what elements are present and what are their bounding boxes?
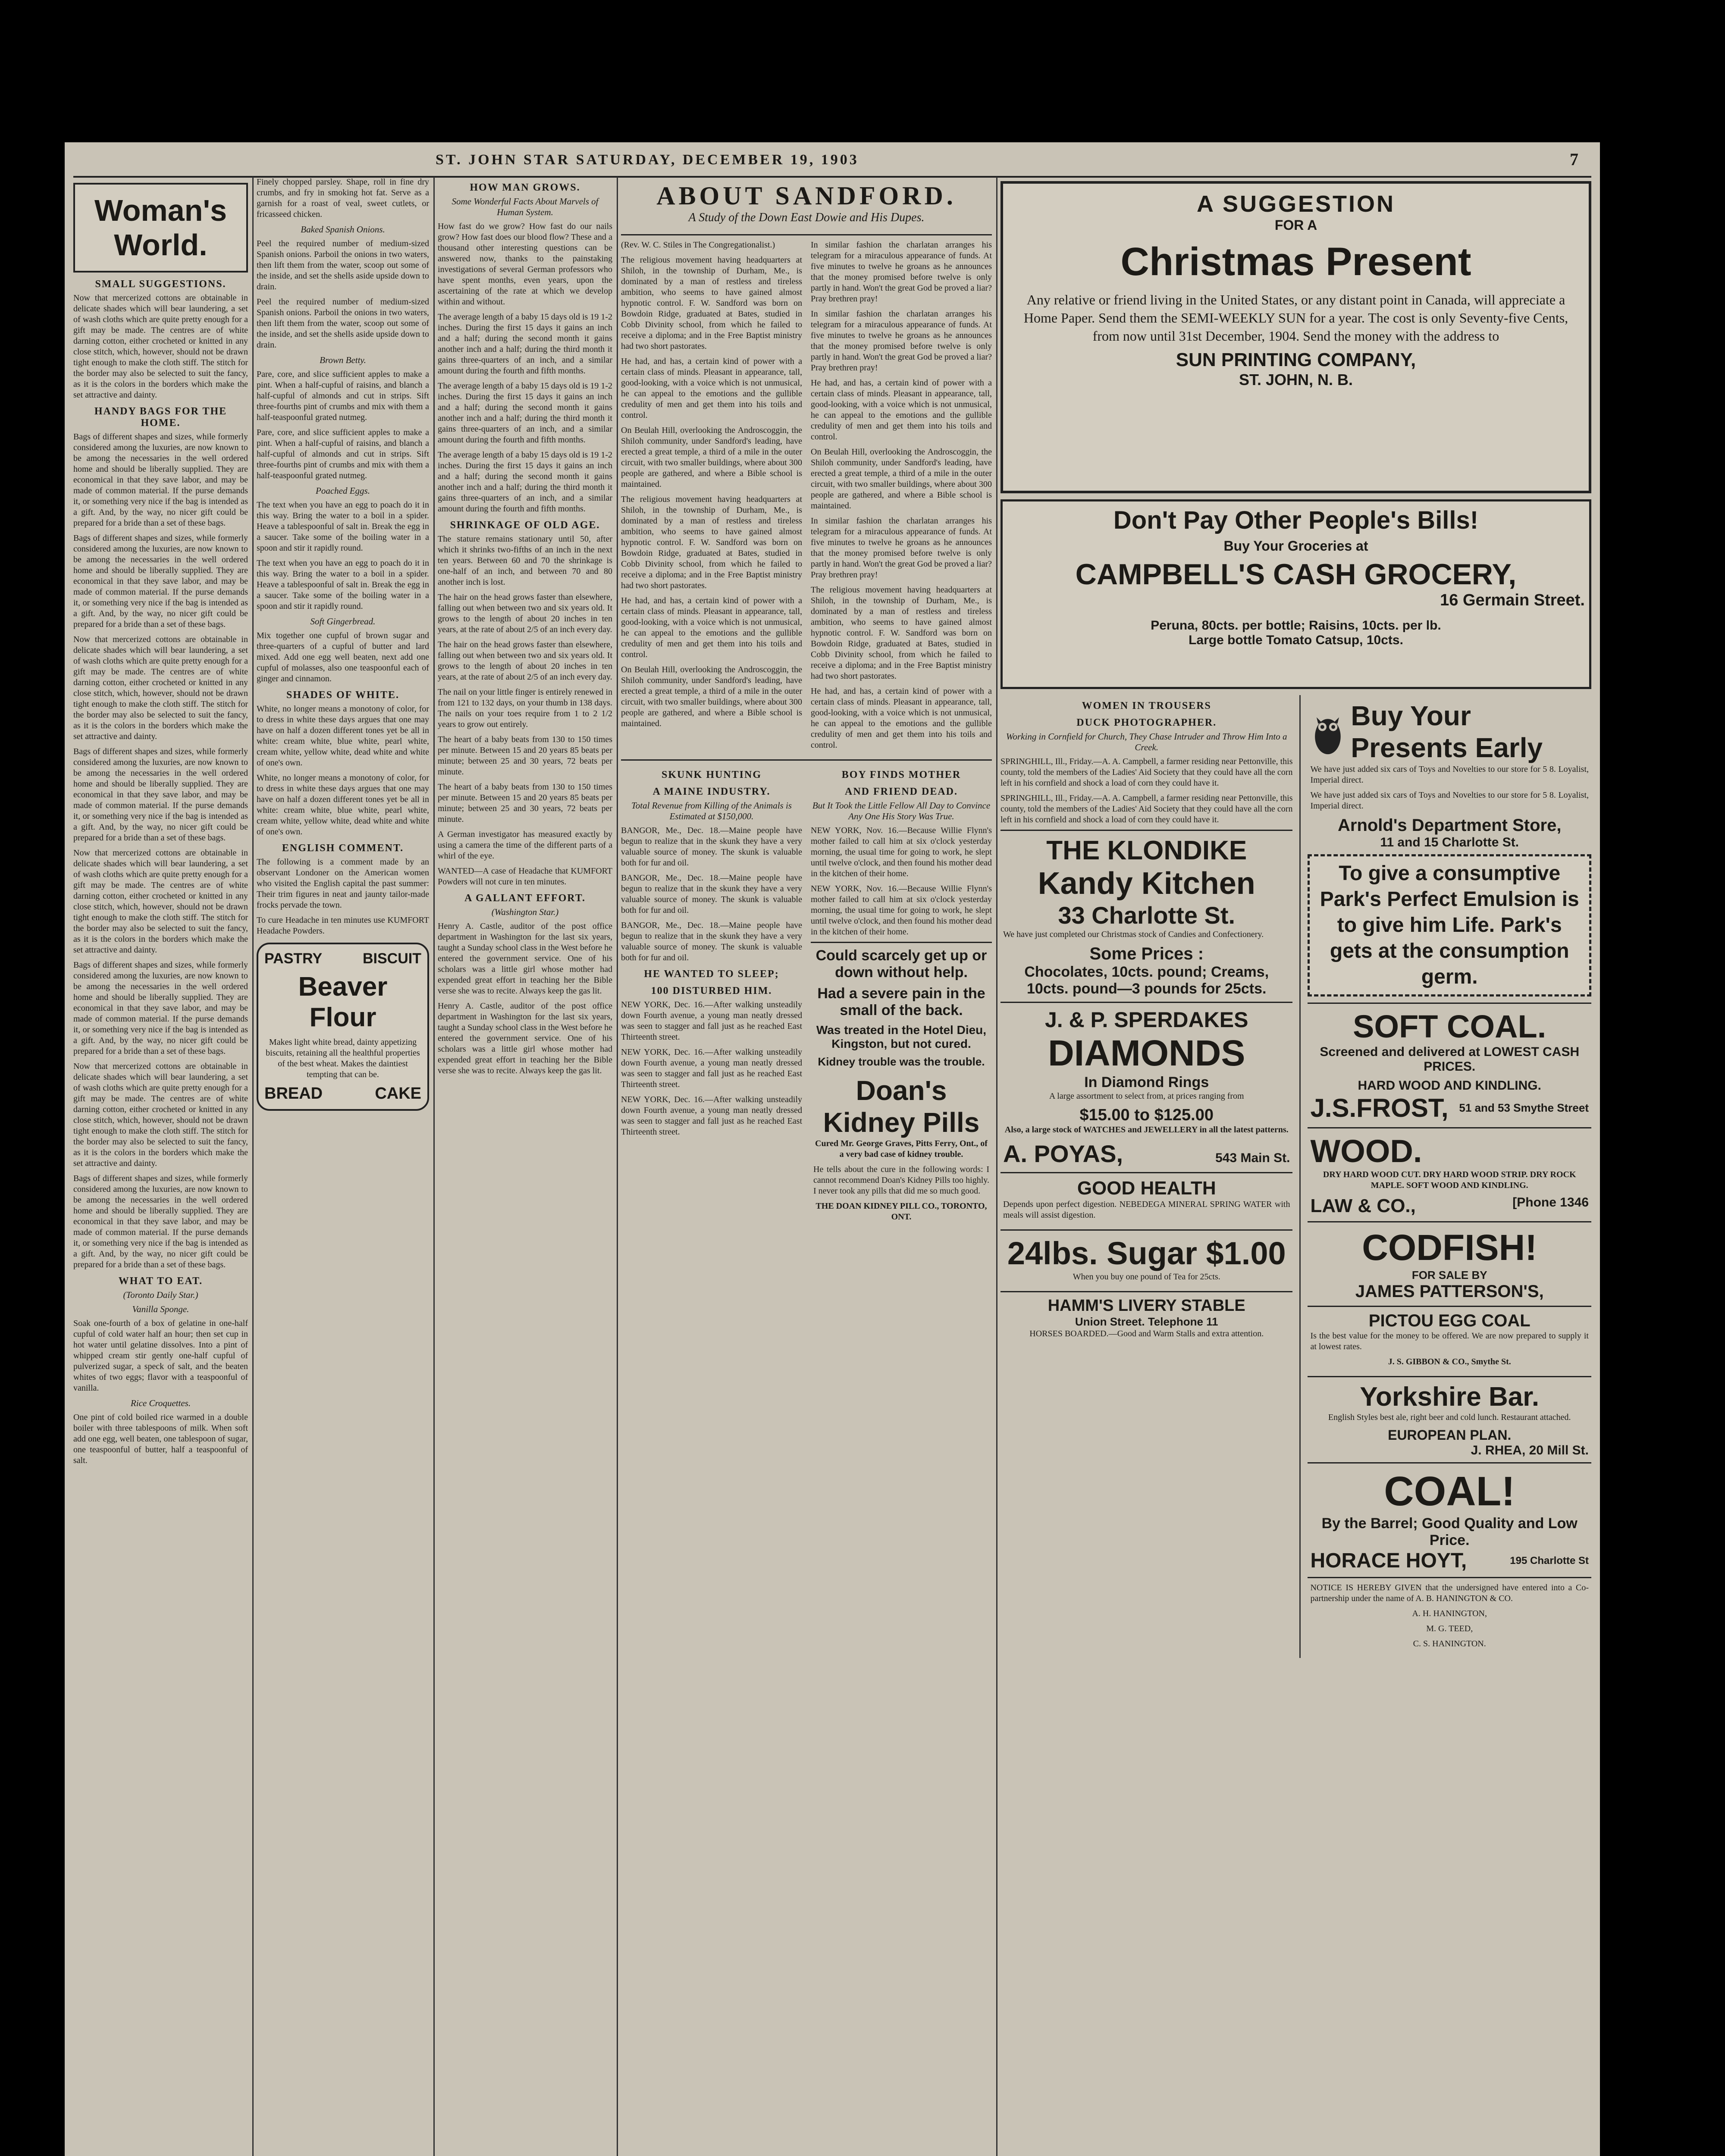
article-head: SMALL SUGGESTIONS. xyxy=(95,279,226,290)
soft-coal-ad xyxy=(1308,1003,1591,1127)
recipe-head: Rice Croquettes. xyxy=(130,1398,191,1408)
poyas-row xyxy=(1003,1140,1290,1168)
article-text: Soak one-fourth of a box of gelatine in one-half cupful of cold water half an hour; then set cup in hot water until gelatine dissolves. Into a pint of whipped cream stir gently one-half cupful of pulverized sugar, a speck of salt, and the beaten whites of two eggs; flavor with a teaspoonful of vanilla. xyxy=(73,1319,248,1393)
klondike-text: We have just completed our Christmas stock of Candies and Confectionery. xyxy=(1003,930,1264,939)
european: EUROPEAN PLAN. xyxy=(1388,1427,1512,1443)
beaver-top-row xyxy=(264,950,421,967)
sugar-text: When you buy one pound of Tea for 25cts. xyxy=(1073,1272,1220,1282)
article-text: White, no longer means a monotony of color, for to dress in white these days argues that one may have on half a dozen different tones yet be all in white: cream white, blue white, pearl white, cream white, yellow white, dead white and white of one's own. xyxy=(257,773,429,837)
article-sub: (Washington Star.) xyxy=(491,907,559,917)
sig: M. G. TEED, xyxy=(1426,1624,1473,1633)
article-text: The text when you have an egg to poach do it in this way. Bring the water to a boil in a spider. Heave a tablespoonful of salt in. Break the egg in a saucer. Take some of the boiling water in a spoon and stir it rapidly round. xyxy=(257,500,429,553)
diamonds-price: $15.00 to $125.00 xyxy=(1079,1106,1214,1124)
article-text: NEW YORK, Dec. 16.—After walking unsteadily down Fourth avenue, a young man neatly dressed was seen to stagger and fall just as he reached East Thirteenth street. xyxy=(621,1047,802,1089)
column-rule xyxy=(433,177,435,2156)
coal2-sub: By the Barrel; Good Quality and Low Price. xyxy=(1321,1515,1578,1548)
sperdakes: J. & P. SPERDAKES xyxy=(1045,1008,1248,1032)
frost-addr: 51 and 53 Smythe Street xyxy=(1459,1101,1589,1114)
good-health: GOOD HEALTH xyxy=(1077,1178,1216,1199)
arnold-addr: 11 and 15 Charlotte St. xyxy=(1380,835,1519,849)
sandford-banner xyxy=(621,177,992,235)
article-text: Bags of different shapes and sizes, while formerly considered among the luxuries, are now known to be among the necessaries in the well ordered home and should be liberally supplied. They are economical in that they save labor, and may be made of common material. If the purse demands it, or something very nice if the bag is intended as a gift. And, by the way, no nicer gift could be prepared for a bride than a set of these bags. xyxy=(73,432,248,528)
pills-title: Doan's Kidney Pills xyxy=(823,1075,980,1138)
article-head: DUCK PHOTOGRAPHER. xyxy=(1076,717,1217,728)
article-text: (Rev. W. C. Stiles in The Congregationalist.) xyxy=(621,240,775,250)
yorkshire: Yorkshire Bar. xyxy=(1360,1382,1540,1412)
article-text: Now that mercerized cottons are obtainable in delicate shades which will bear laundering, a set of wash cloths which are quite pretty enough for a gift may be made. The centres are of white darning cotton, either crocheted or knitted in any close stitch, which, however, should not be drawn tight enough to make the cloth stiff. The stitch for the border may also be selected to suit the fancy, as it is the colors in the borders which make the set attractive and dainty. xyxy=(73,293,248,400)
frost: J.S.FROST, xyxy=(1310,1094,1449,1122)
article-text: WANTED—A case of Headache that KUMFORT Powders will not cure in ten minutes. xyxy=(438,866,612,887)
law: LAW & CO., xyxy=(1310,1195,1416,1216)
law-row xyxy=(1310,1195,1589,1217)
article-text: Now that mercerized cottons are obtainable in delicate shades which will bear laundering, a set of wash cloths which are quite pretty enough for a gift may be made. The centres are of white darning cotton, either crocheted or knitted in any close stitch, which, however, should not be drawn tight enough to make the cloth stiff. The stitch for the border may also be selected to suit the fancy, as it is the colors in the borders which make the set attractive and dainty. xyxy=(73,635,248,741)
coal2-title: COAL! xyxy=(1384,1468,1515,1514)
article-text: Pare, core, and slice sufficient apples to make a pint. When a half-cupful of raisins, and blanch a half-cupful of almonds and cut in strips. Sift three-fourths pint of crumbs and mix with them a half-teaspoonful grated nutmeg. xyxy=(257,428,429,480)
section-title: Woman's World. xyxy=(94,194,227,262)
bills-store: CAMPBELL'S CASH GROCERY, xyxy=(1075,558,1517,591)
article-text: The religious movement having headquarters at Shiloh, in the township of Durham, Me., is dominated by a man of restless and tireless ambition, who seems to have gained almost hypnotic control. F. W. Sandford was born on Bowdoin Ridge, graduated at Bates, studied in Cobb Divinity school, from which he failed to receive a diploma; and in the Free Baptist ministry had two short pastorates. xyxy=(621,495,802,590)
article-text: Henry A. Castle, auditor of the post office department in Washington for the last six years, taught a Sunday school class in the West before he entered the government service. One of his scholars was a little girl whose mother had expended great effort in teaching her the Bible verse she was to recite. Always keep the gas lit. xyxy=(438,1001,612,1075)
article-text: In similar fashion the charlatan arranges his telegram for a miraculous appearance of funds. At five minutes to twelve he groans as he announces that the money promised before twelve is only partly in hand. Won't the great God be proved a liar? Pray brethren pray! xyxy=(811,240,992,304)
article-text: He had, and has, a certain kind of power with a certain class of minds. Pleasant in appearance, tall, good-looking, with a voice which is not unmusical, he can appeal to the emotions and the gullible credulity of men and get them into his toils and control. xyxy=(811,378,992,442)
buy-text: We have just added six cars of Toys and Novelties to our store for 5 8. Loyalist, Imperial direct. xyxy=(1310,765,1589,785)
newspaper-page xyxy=(65,142,1600,2156)
article-text: NEW YORK, Nov. 16.—Because Willie Flynn's mother failed to call him at six o'clock yesterday morning, the usual time for going to work, he slept until twelve o'clock, and then found his mother dead in the kitchen of their home. xyxy=(811,826,992,878)
article-head: AND FRIEND DEAD. xyxy=(844,786,958,797)
xmas-company: SUN PRINTING COMPANY, xyxy=(1176,349,1416,370)
article-text: Peel the required number of medium-sized Spanish onions. Parboil the onions in two waters, then lift them from the water, scoop out some of the inside, and set the shells aside upside down to drain. xyxy=(257,239,429,291)
xmas-top: A SUGGESTION xyxy=(1196,191,1396,217)
article-text: To cure Headache in ten minutes use KUMFORT Headache Powders. xyxy=(257,915,429,936)
beaver-bottom-row xyxy=(264,1084,421,1103)
beaver-text: Makes light white bread, dainty appetizing biscuits, retaining all the healthful properties of the best wheat. Makes the daintiest tempting that can be. xyxy=(266,1037,420,1079)
gibbon: J. S. GIBBON & CO., Smythe St. xyxy=(1388,1357,1511,1366)
hamm-ad xyxy=(1000,1291,1292,1348)
yorkshire-ad xyxy=(1308,1376,1591,1462)
law-phone: [Phone 1346 xyxy=(1512,1195,1589,1210)
buy-title: Buy Your Presents Early xyxy=(1351,700,1543,763)
article-text: The heart of a baby beats from 130 to 150 times per minute. Between 15 and 20 years 85 beats per minute; between 25 and 30 years, 72 beats per minute. xyxy=(438,782,612,824)
article-text: SPRINGHILL, Ill., Friday.—A. A. Campbell, a farmer residing near Pettonville, this county, told the members of the Ladies' Aid Society that they could have all the corn left in his cornfield and shock a load of corn they could have it. xyxy=(1000,757,1293,788)
article-text: On Beulah Hill, overlooking the Androscoggin, the Shiloh community, under Sandford's leading, have erected a great temple, a third of a mile in the outer circuit, with two smaller buildings, where about 300 people are gathered, and where a Bible school is maintained. xyxy=(621,665,802,728)
article-text: The nail on your little finger is entirely renewed in from 121 to 132 days, on your thumb in 138 days. The nails on your toes require from 1 to 2 1/2 years to grow out entirely. xyxy=(438,687,612,729)
article-head: A GALLANT EFFORT. xyxy=(464,893,586,904)
article-text: The text when you have an egg to poach do it in this way. Bring the water to a boil in a spider. Heave a tablespoonful of salt in. Break the egg in a saucer. Take some of the boiling water in a spoon and stir it rapidly round. xyxy=(257,558,429,611)
boy-finds-col xyxy=(811,764,992,1231)
article-text: NEW YORK, Dec. 16.—After walking unsteadily down Fourth avenue, a young man neatly dressed was seen to stagger and fall just as he reached East Thirteenth street. xyxy=(621,1000,802,1042)
article-text: He had, and has, a certain kind of power with a certain class of minds. Pleasant in appearance, tall, good-looking, with a voice which is not unmusical, he can appeal to the emotions and the gullible credulity of men and get them into his toils and control. xyxy=(621,596,802,659)
buy-early-ad xyxy=(1308,695,1591,854)
beaver-flour-ad xyxy=(257,943,429,1111)
coal-sub: Screened and delivered at LOWEST CASH PRICES. xyxy=(1320,1045,1580,1074)
article-head: SHADES OF WHITE. xyxy=(286,689,400,701)
diamonds-ad xyxy=(1000,1002,1292,1172)
bills-addr: 16 Germain Street. xyxy=(1440,591,1585,609)
recipe-head: Soft Gingerbread. xyxy=(310,616,376,627)
article-text: Bags of different shapes and sizes, while formerly considered among the luxuries, are now known to be among the necessaries in the well ordered home and should be liberally supplied. They are economical in that they save labor, and may be made of common material. If the purse demands it, or something very nice if the bag is intended as a gift. And, by the way, no nicer gift could be prepared for a bride than a set of these bags. xyxy=(73,747,248,843)
pills-line: Could scarcely get up or down without help. xyxy=(815,947,987,981)
column-rule xyxy=(252,177,254,2156)
sandford-col-b xyxy=(811,240,992,755)
article-text: Mix together one cupful of brown sugar and three-quarters of a cupful of butter and lard mixed. Add one egg well beaten, next add one cupful of molasses, also one teaspoonful each of ginger and cinnamon. xyxy=(257,631,429,683)
sandford-col-a xyxy=(621,240,802,755)
bills-line: Large bottle Tomato Catsup, 10cts. xyxy=(1189,633,1403,647)
diamonds-text: A large assortment to select from, at prices ranging from xyxy=(1049,1091,1244,1101)
bills-line: Peruna, 80cts. per bottle; Raisins, 10cts. per lb. xyxy=(1151,618,1441,633)
pills-line: Had a severe pain in the small of the back. xyxy=(817,985,985,1018)
klondike-title: THE KLONDIKE xyxy=(1046,836,1247,865)
xmas-city: ST. JOHN, N. B. xyxy=(1239,371,1353,389)
christmas-present-ad xyxy=(1000,181,1591,493)
klondike-ad xyxy=(1000,830,1292,1002)
beaver-cake: CAKE xyxy=(375,1084,421,1103)
article-text: Finely chopped parsley. Shape, roll in fine dry crumbs, and fry in smoking hot fat. Serve as a garnish for a roast of veal, sweet cutlets, or fricasseed chicken. xyxy=(257,177,429,219)
article-text: The religious movement having headquarters at Shiloh, in the township of Durham, Me., is dominated by a man of restless and tireless ambition, who seems to have gained almost hypnotic control. F. W. Sandford was born on Bowdoin Ridge, graduated at Bates, studied in Cobb Divinity school, from which he failed to receive a diploma; and in the Free Baptist ministry had two short pastorates. xyxy=(621,255,802,351)
sig: A. H. HANINGTON, xyxy=(1412,1609,1487,1618)
womans-world-box xyxy=(73,183,248,273)
article-text: How fast do we grow? How fast do our nails grow? How fast does our blood flow? These and a thousand other interesting questions can be answered now, thanks to the painstaking investigations of several German professors who have spent months, even years, upon the ascertaining of the rate at which we develop within and without. xyxy=(438,222,612,307)
pictou-title: PICTOU EGG COAL xyxy=(1368,1311,1531,1330)
article-text: The average length of a baby 15 days old is 19 1-2 inches. During the first 15 days it gains an inch and a half; during the second month it gains another inch and a half; during the third month it gains three-quarters of an inch, and a similar amount during the fourth and fifth months. xyxy=(438,312,612,376)
bills-title: Don't Pay Other People's Bills! xyxy=(1113,506,1479,534)
buy-text: We have just added six cars of Toys and Novelties to our store for 5 8. Loyalist, Imperial direct. xyxy=(1310,790,1589,811)
article-text: The following is a comment made by an observant Londoner on the American women who visited the English capital the past summer: Their trim figures in neat and jaunty tailor-made frocks pervade the town. xyxy=(257,857,429,910)
owl-icon xyxy=(1310,699,1346,764)
rhea: J. RHEA, 20 Mill St. xyxy=(1471,1443,1589,1457)
pills-text: He tells about the cure in the following words: I cannot recommend Doan's Kidney Pills too highly. I never took any pills that did me so much good. xyxy=(813,1165,989,1196)
article-head: SHRINKAGE OF OLD AGE. xyxy=(450,520,600,531)
article-text: On Beulah Hill, overlooking the Androscoggin, the Shiloh community, under Sandford's leading, have erected a great temple, a third of a mile in the outer circuit, with two smaller buildings, where about 300 people are gathered, and where a Bible school is maintained. xyxy=(811,447,992,511)
poyas-addr: 543 Main St. xyxy=(1215,1151,1290,1165)
codfish-ad xyxy=(1308,1221,1591,1306)
article-text: SPRINGHILL, Ill., Friday.—A. A. Campbell, a farmer residing near Pettonville, this county, told the members of the Ladies' Aid Society that they could have all the corn left in his cornfield and shock a load of corn they could have it. xyxy=(1000,793,1293,824)
article-head: HE WANTED TO SLEEP; xyxy=(644,968,779,980)
folio-header: ST. JOHN STAR SATURDAY, DECEMBER 19, 1903 xyxy=(436,152,859,168)
klondike-addr: 33 Charlotte St. xyxy=(1058,902,1236,929)
good-health-ad xyxy=(1000,1172,1292,1229)
beaver-biscuit: BISCUIT xyxy=(363,950,421,967)
hamm-title: HAMM'S LIVERY STABLE xyxy=(1048,1297,1245,1315)
diamonds-title: DIAMONDS xyxy=(1048,1033,1245,1073)
notice-text: NOTICE IS HEREBY GIVEN that the undersigned have entered into a Co-partnership under the name of A. B. HANINGTON & CO. xyxy=(1310,1583,1589,1603)
doans-ad xyxy=(811,942,992,1231)
article-text: White, no longer means a monotony of color, for to dress in white these days argues that one may have on half a dozen different tones yet be all in white: cream white, blue white, pearl white, cream white, yellow white, dead white and white of one's own. xyxy=(257,704,429,768)
article-text: Henry A. Castle, auditor of the post office department in Washington for the last six years, taught a Sunday school class in the West before he entered the government service. One of his scholars was a little girl whose mother had expended great effort in teaching her the Bible verse she was to recite. Always keep the gas lit. xyxy=(438,921,612,996)
good-health-text: Depends upon perfect digestion. NEBEDEGA MINERAL SPRING WATER with meals will assist digestion. xyxy=(1003,1200,1290,1220)
pictou-ad xyxy=(1308,1306,1591,1376)
skunk-col xyxy=(621,764,802,1231)
article-head: WHAT TO EAT. xyxy=(118,1275,203,1287)
hamm-text: HORSES BOARDED.—Good and Warm Stalls and extra attention. xyxy=(1029,1329,1264,1338)
ads-col-6 xyxy=(1000,695,1292,1658)
xmas-for: FOR A xyxy=(1274,217,1317,233)
article-sub: Some Wonderful Facts About Marvels of Human System. xyxy=(452,196,599,217)
recipe-head: Baked Spanish Onions. xyxy=(301,224,385,235)
article-head: ENGLISH COMMENT. xyxy=(282,843,404,854)
diamonds-more: Also, a large stock of WATCHES and JEWELLERY in all the latest patterns. xyxy=(1004,1125,1289,1134)
article-text: The religious movement having headquarters at Shiloh, in the township of Durham, Me., is dominated by a man of restless and tireless ambition, who seems to have gained almost hypnotic control. F. W. Sandford was born on Bowdoin Ridge, graduated at Bates, studied in Cobb Divinity school, from which he failed to receive a diploma; and in the Free Baptist ministry had two short pastorates. xyxy=(811,585,992,681)
pills-line: Was treated in the Hotel Dieu, Kingston, but not cured. xyxy=(816,1023,987,1050)
article-text: Pare, core, and slice sufficient apples to make a pint. When a half-cupful of raisins, and blanch a half-cupful of almonds and cut in strips. Sift three-fourths pint of crumbs and mix with them a half-teaspoonful grated nutmeg. xyxy=(257,370,429,422)
xmas-text: Any relative or friend living in the United States, or any distant point in Canada, will appreciate a Home Paper. Send them the SEMI-WEEKLY SUN for a year. The cost is only Seventy-five Cents, from now until 31st December, 1904. Send the money with the address to xyxy=(1023,292,1568,344)
coal-title: SOFT COAL. xyxy=(1353,1009,1546,1044)
yorkshire-text: English Styles best ale, right beer and cold lunch. Restaurant attached. xyxy=(1328,1413,1571,1422)
article-text: Peel the required number of medium-sized Spanish onions. Parboil the onions in two waters, then lift them from the water, scoop out some of the inside, and set the shells aside upside down to drain. xyxy=(257,297,429,350)
sig: C. S. HANINGTON. xyxy=(1413,1639,1486,1648)
hoyt-addr: 195 Charlotte St xyxy=(1510,1554,1589,1567)
klondike-prices: Chocolates, 10cts. pound; Creams, 10cts. pound—3 pounds for 25cts. xyxy=(1024,964,1269,997)
column-3 xyxy=(438,177,612,2156)
column-1 xyxy=(73,177,248,2156)
bills-sub: Buy Your Groceries at xyxy=(1223,538,1368,554)
article-sub: (Toronto Daily Star.) xyxy=(123,1290,198,1300)
article-head: BOY FINDS MOTHER xyxy=(841,769,961,780)
article-text: BANGOR, Me., Dec. 18.—Maine people have begun to realize that in the skunk they have a very valuable source of money. The skunk is valuable both for fur and oil. xyxy=(621,873,802,915)
parks-ad xyxy=(1308,854,1591,997)
klondike-prices-head: Some Prices : xyxy=(1089,944,1204,963)
article-text: In similar fashion the charlatan arranges his telegram for a miraculous appearance of funds. At five minutes to twelve he groans as he announces that the money promised before twelve is only partly in hand. Won't the great God be proved a liar? Pray brethren pray! xyxy=(811,516,992,580)
article-text: Bags of different shapes and sizes, while formerly considered among the luxuries, are now known to be among the necessaries in the well ordered home and should be liberally supplied. They are economical in that they save labor, and may be made of common material. If the purse demands it, or something very nice if the bag is intended as a gift. And, by the way, no nicer gift could be prepared for a bride than a set of these bags. xyxy=(73,533,248,629)
coal-sub2: HARD WOOD AND KINDLING. xyxy=(1358,1078,1541,1093)
ads-col-7 xyxy=(1308,695,1591,1658)
column-2 xyxy=(257,177,429,2156)
article-text: NEW YORK, Dec. 16.—After walking unsteadily down Fourth avenue, a young man neatly dressed was seen to stagger and fall just as he reached East Thirteenth street. xyxy=(621,1095,802,1137)
article-text: The hair on the head grows faster than elsewhere, falling out when between two and six years old. It grows to the length of about 20 inches in ten years, at the rate of about 2/5 of an inch every day. xyxy=(438,640,612,682)
beaver-title: Beaver Flour xyxy=(298,972,388,1032)
sandford-sub: A Study of the Down East Dowie and His Dupes. xyxy=(688,211,925,224)
pills-footer: THE DOAN KIDNEY PILL CO., TORONTO, ONT. xyxy=(815,1201,987,1222)
article-text: One pint of cold boiled rice warmed in a double boiler with three tablespoons of milk. When soft add one egg, well beaten, one tablespoon of sugar, one teaspoonful of butter, half a teaspoonful of salt. xyxy=(73,1413,248,1465)
article-text: He had, and has, a certain kind of power with a certain class of minds. Pleasant in appearance, tall, good-looking, with a voice which is not unmusical, he can appeal to the emotions and the gullible credulity of men and get them into his toils and control. xyxy=(621,357,802,420)
article-text: In similar fashion the charlatan arranges his telegram for a miraculous appearance of funds. At five minutes to twelve he groans as he announces that the money promised before twelve is only partly in hand. Won't the great God be proved a liar? Pray brethren pray! xyxy=(811,309,992,373)
article-text: He had, and has, a certain kind of power with a certain class of minds. Pleasant in appearance, tall, good-looking, with a voice which is not unmusical, he can appeal to the emotions and the gullible credulity of men and get them into his toils and control. xyxy=(811,686,992,750)
recipe-head: Poached Eggs. xyxy=(316,486,370,496)
article-text: The stature remains stationary until 50, after which it shrinks two-fifths of an inch in the next ten years. Between 60 and 70 the shrinkage is one-half of an inch, and between 70 and 80 another inch is lost. xyxy=(438,534,612,587)
article-text: Now that mercerized cottons are obtainable in delicate shades which will bear laundering, a set of wash cloths which are quite pretty enough for a gift may be made. The centres are of white darning cotton, either crocheted or knitted in any close stitch, which, however, should not be drawn tight enough to make the cloth stiff. The stitch for the border may also be selected to suit the fancy, as it is the colors in the borders which make the set attractive and dainty. xyxy=(73,1062,248,1168)
article-text: BANGOR, Me., Dec. 18.—Maine people have begun to realize that in the skunk they have a very valuable source of money. The skunk is valuable both for fur and oil. xyxy=(621,826,802,868)
article-sub: Total Revenue from Killing of the Animals is Estimated at $150,000. xyxy=(631,800,792,821)
pictou-text: Is the best value for the money to be offered. We are now prepared to supply it at lowest rates. xyxy=(1310,1331,1589,1351)
article-text: The heart of a baby beats from 130 to 150 times per minute. Between 15 and 20 years 85 beats per minute; between 25 and 30 years, 72 beats per minute. xyxy=(438,735,612,777)
campbells-ad xyxy=(1000,499,1591,689)
wood-title: WOOD. xyxy=(1310,1133,1422,1169)
article-text: Bags of different shapes and sizes, while formerly considered among the luxuries, are now known to be among the necessaries in the well ordered home and should be liberally supplied. They are economical in that they save labor, and may be made of common material. If the purse demands it, or something very nice if the bag is intended as a gift. And, by the way, no nicer gift could be prepared for a bride than a set of these bags. xyxy=(73,1174,248,1269)
article-head: HANDY BAGS FOR THE HOME. xyxy=(94,406,227,429)
beaver-pastry: PASTRY xyxy=(264,950,323,967)
article-text: BANGOR, Me., Dec. 18.—Maine people have begun to realize that in the skunk they have a very valuable source of money. The skunk is valuable both for fur and oil. xyxy=(621,921,802,962)
codfish-sub: FOR SALE BY xyxy=(1411,1269,1487,1282)
recipe-head: Brown Betty. xyxy=(320,355,366,365)
notice xyxy=(1308,1577,1591,1658)
article-head: WOMEN IN TROUSERS xyxy=(1082,700,1211,711)
article-text: The average length of a baby 15 days old is 19 1-2 inches. During the first 15 days it gains an inch and a half; during the second month it gains another inch and a half; during the third month it gains three-quarters of an inch, and a similar amount during the fourth and fifth months. xyxy=(438,450,612,514)
wood-text: DRY HARD WOOD CUT. DRY HARD WOOD STRIP. DRY ROCK MAPLE. SOFT WOOD AND KINDLING. xyxy=(1323,1170,1576,1190)
frost-row xyxy=(1310,1093,1589,1123)
codfish: CODFISH! xyxy=(1362,1227,1537,1268)
article-head: HOW MAN GROWS. xyxy=(470,182,580,193)
article-head: A MAINE INDUSTRY. xyxy=(652,786,771,797)
article-sub: But It Took the Little Fellow All Day to Convince Any One His Story Was True. xyxy=(812,800,991,821)
ads-lower xyxy=(1000,695,1591,1658)
poyas: A. POYAS, xyxy=(1003,1140,1123,1167)
article-text: Bags of different shapes and sizes, while formerly considered among the luxuries, are now known to be among the necessaries in the well ordered home and should be liberally supplied. They are economical in that they save labor, and may be made of common material. If the purse demands it, or something very nice if the bag is intended as a gift. And, by the way, no nicer gift could be prepared for a bride than a set of these bags. xyxy=(73,960,248,1056)
article-head: 100 DISTURBED HIM. xyxy=(651,985,772,997)
folio-line xyxy=(65,149,1600,175)
klondike-title2: Kandy Kitchen xyxy=(1038,866,1255,901)
beaver-bread: BREAD xyxy=(264,1084,323,1103)
article-text: The hair on the head grows faster than elsewhere, falling out when between two and six years old. It grows to the length of about 20 inches in ten years, at the rate of about 2/5 of an inch every day. xyxy=(438,592,612,634)
codfish-name: JAMES PATTERSON'S, xyxy=(1355,1282,1544,1301)
column-rule xyxy=(1299,695,1301,1658)
article-head: SKUNK HUNTING xyxy=(661,769,762,780)
article-text: A German investigator has measured exactly by using a camera the time of the different parts of a whirl of the eye. xyxy=(438,830,612,861)
hoyt: HORACE HOYT, xyxy=(1310,1549,1467,1572)
arnold-title: Arnold's Department Store, xyxy=(1337,816,1562,835)
hoyt-row xyxy=(1310,1549,1589,1573)
diamonds-sub: In Diamond Rings xyxy=(1084,1074,1209,1091)
pills-line: Kidney trouble was the trouble. xyxy=(818,1055,985,1068)
sugar-title: 24lbs. Sugar $1.00 xyxy=(1007,1235,1286,1271)
article-text: On Beulah Hill, overlooking the Androscoggin, the Shiloh community, under Sandford's leading, have erected a great temple, a third of a mile in the outer circuit, with two smaller buildings, where about 300 people are gathered, and where a Bible school is maintained. xyxy=(621,426,802,489)
article-text: The average length of a baby 15 days old is 19 1-2 inches. During the first 15 days it gains an inch and a half; during the second month it gains another inch and a half; during the third month it gains three-quarters of an inch, and a similar amount during the fourth and fifth months. xyxy=(438,381,612,445)
wood-ad xyxy=(1308,1127,1591,1221)
page-number: 7 xyxy=(1570,150,1578,169)
article-sub: Working in Cornfield for Church, They Chase Intruder and Throw Him Into a Creek. xyxy=(1006,731,1287,752)
lower-columns xyxy=(621,759,992,1231)
coal2-ad xyxy=(1308,1462,1591,1577)
hamm-addr: Union Street. Telephone 11 xyxy=(1075,1315,1218,1328)
article-text: Now that mercerized cottons are obtainable in delicate shades which will bear laundering, a set of wash cloths which are quite pretty enough for a gift may be made. The centres are of white darning cotton, either crocheted or knitted in any close stitch, which, however, should not be drawn tight enough to make the cloth stiff. The stitch for the border may also be selected to suit the fancy, as it is the colors in the borders which make the set attractive and dainty. xyxy=(73,848,248,955)
buy-early-row xyxy=(1310,699,1589,764)
column-rule xyxy=(996,177,997,2156)
sandford-columns xyxy=(621,240,992,755)
recipe-head: Vanilla Sponge. xyxy=(132,1304,189,1314)
parks-text: To give a consumptive Park's Perfect Emulsion is to give him Life. Park's gets at the consumption germ. xyxy=(1320,862,1579,988)
article-text: NEW YORK, Nov. 16.—Because Willie Flynn's mother failed to call him at six o'clock yesterday morning, the usual time for going to work, he slept until twelve o'clock, and then found his mother dead in the kitchen of their home. xyxy=(811,884,992,937)
sandford-headline: ABOUT SANDFORD. xyxy=(656,182,957,210)
sugar-ad xyxy=(1000,1229,1292,1291)
pills-sub: Cured Mr. George Graves, Pitts Ferry, Ont., of a very bad case of kidney trouble. xyxy=(815,1139,988,1159)
column-4-5 xyxy=(621,177,992,2156)
column-6-7 xyxy=(1000,177,1591,2156)
column-rule xyxy=(617,177,618,2156)
xmas-title: Christmas Present xyxy=(1120,240,1471,284)
